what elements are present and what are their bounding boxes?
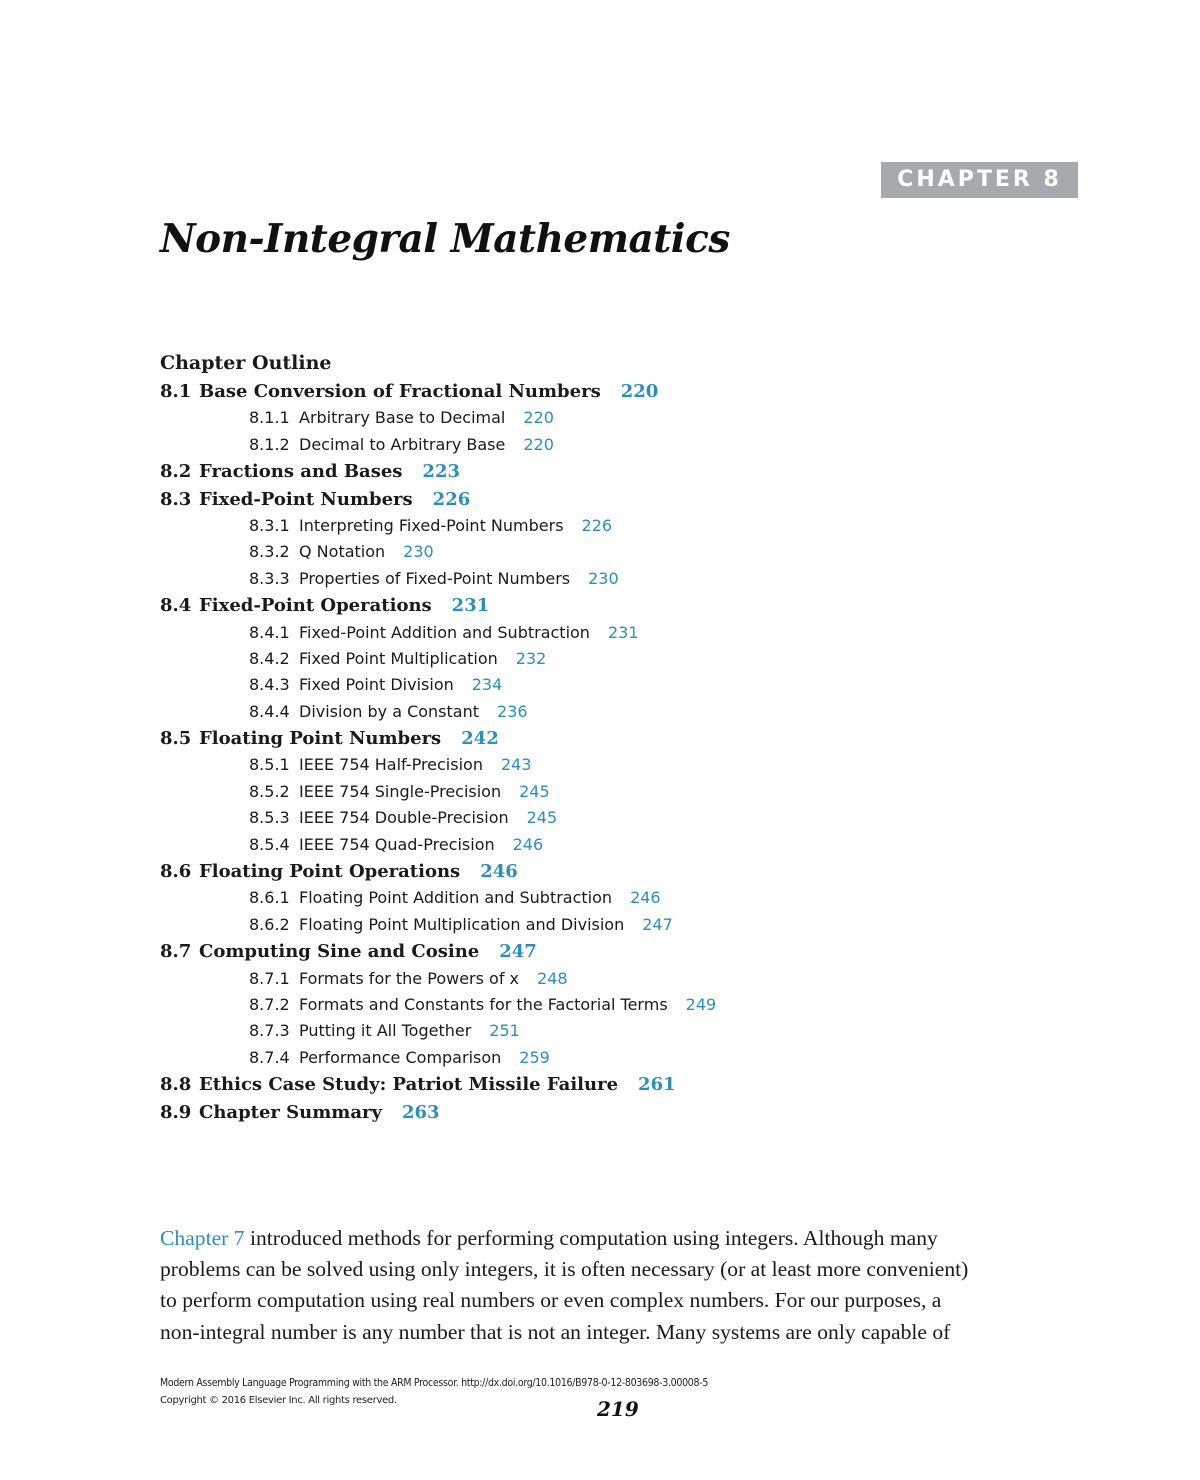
toc-section-entry[interactable]: [160, 458, 716, 485]
toc-entry-page[interactable]: 246: [630, 888, 661, 908]
toc-entry-page[interactable]: 249: [685, 994, 717, 1014]
toc-subsection-entry[interactable]: [160, 992, 716, 1018]
toc-entry-title: Fixed Point Multiplication: [299, 648, 498, 668]
toc-entry-title: Q Notation: [299, 542, 386, 562]
toc-section-entry[interactable]: [160, 1099, 716, 1126]
toc-entry-number: 8.4: [160, 595, 192, 617]
toc-entry-title: Formats and Constants for the Factorial Terms: [299, 994, 668, 1014]
toc-entry-title: Chapter Summary: [199, 1101, 382, 1123]
toc-section-entry[interactable]: [160, 486, 716, 513]
chapter-title: Non-Integral Mathematics: [160, 216, 730, 262]
toc-subsection-entry[interactable]: [160, 1018, 716, 1044]
toc-entry-number: 8.6: [160, 861, 192, 883]
toc-entry-page[interactable]: 247: [499, 941, 537, 963]
toc-entry-page[interactable]: 246: [480, 861, 518, 883]
toc-entry-number: 8.4.3: [249, 675, 290, 695]
toc-entry-page[interactable]: 230: [588, 568, 619, 588]
toc-entry-number: 8.7.4: [249, 1047, 290, 1067]
toc-entry-number: 8.7.1: [249, 968, 290, 988]
toc-entry-title: Fixed-Point Numbers: [199, 488, 413, 510]
toc-entry-number: 8.5.1: [249, 755, 290, 775]
toc-section-entry[interactable]: [160, 592, 716, 619]
toc-entry-page[interactable]: 226: [581, 515, 613, 535]
toc-section-entry[interactable]: [160, 378, 716, 405]
toc-subsection-entry[interactable]: [160, 805, 716, 831]
toc-subsection-entry[interactable]: [160, 752, 716, 778]
toc-entry-title: Formats for the Powers of x: [299, 968, 520, 988]
toc-entry-page[interactable]: 251: [489, 1021, 520, 1041]
footer-copyright: Copyright © 2016 Elsevier Inc. All rights reserved.: [160, 1395, 397, 1406]
toc-subsection-entry[interactable]: [160, 539, 716, 565]
toc-entry-title: Division by a Constant: [299, 701, 480, 721]
toc-entry-title: Fixed Point Division: [299, 675, 454, 695]
toc-entry-number: 8.3.1: [249, 515, 290, 535]
toc-entry-title: Base Conversion of Fractional Numbers: [199, 381, 601, 402]
toc-entry-page[interactable]: 242: [461, 728, 499, 750]
toc-entry-page[interactable]: 231: [451, 595, 490, 617]
toc-section-entry[interactable]: [160, 938, 716, 965]
toc-entry-page[interactable]: 261: [638, 1074, 676, 1096]
toc-subsection-entry[interactable]: [160, 885, 716, 911]
body-line: Chapter 7 introduced methods for performing computation using integers. Although many: [160, 1226, 938, 1250]
toc-entry-title: Fixed-Point Operations: [199, 595, 432, 617]
body-paragraph: [160, 1223, 1080, 1348]
toc-entry-title: IEEE 754 Quad-Precision: [299, 834, 495, 854]
toc-section-entry[interactable]: [160, 1071, 716, 1098]
toc-entry-title: Fixed-Point Addition and Subtraction: [299, 622, 590, 642]
toc-subsection-entry[interactable]: [160, 566, 716, 592]
toc-entry-page[interactable]: 245: [526, 808, 558, 828]
toc-subsection-entry[interactable]: [160, 432, 716, 458]
footer-source: Modern Assembly Language Programming with the ARM Processor. http://dx.doi.org/10.1016/B978-0-12-803698-3.00008-5: [160, 1377, 709, 1389]
toc-entry-page[interactable]: 259: [519, 1047, 550, 1067]
toc-entry-page[interactable]: 243: [500, 755, 532, 775]
toc-entry-number: 8.4.2: [249, 648, 290, 668]
toc-entry-number: 8.6.1: [249, 888, 290, 908]
toc-entry-title: Floating Point Multiplication and Division: [299, 914, 625, 934]
toc-entry-title: Floating Point Addition and Subtraction: [299, 888, 613, 908]
toc-section-entry[interactable]: [160, 725, 716, 752]
toc-entry-page[interactable]: 263: [401, 1101, 440, 1123]
toc-entry-title: Fractions and Bases: [199, 461, 403, 483]
toc-subsection-entry[interactable]: [160, 620, 716, 646]
toc-entry-number: 8.1.2: [249, 434, 290, 454]
toc-entry-title: Decimal to Arbitrary Base: [299, 434, 506, 454]
toc-entry-title: IEEE 754 Single-Precision: [299, 781, 502, 801]
toc-subsection-entry[interactable]: [160, 699, 716, 725]
toc-entry-title: Floating Point Operations: [199, 861, 461, 883]
toc-subsection-entry[interactable]: [160, 966, 716, 992]
toc-entry-title: Arbitrary Base to Decimal: [299, 408, 506, 428]
outline-heading: Chapter Outline: [160, 352, 332, 374]
toc-entry-title: Floating Point Numbers: [199, 728, 442, 750]
toc-entry-number: 8.6.2: [249, 914, 290, 934]
toc-entry-number: 8.1: [160, 381, 192, 402]
toc-subsection-entry[interactable]: [160, 646, 716, 672]
toc-entry-title: Ethics Case Study: Patriot Missile Failure: [199, 1074, 619, 1096]
toc-entry-number: 8.5: [160, 728, 192, 750]
toc-entry-number: 8.2: [160, 461, 192, 483]
toc-entry-page[interactable]: 246: [512, 834, 544, 854]
chapter-7-link[interactable]: Chapter 7: [160, 1226, 245, 1250]
toc-entry-page[interactable]: 248: [537, 968, 568, 988]
toc-entry-number: 8.8: [160, 1074, 192, 1096]
toc-entry-title: Computing Sine and Cosine: [199, 941, 480, 963]
toc-entry-page[interactable]: 232: [515, 648, 547, 668]
toc-entry-title: Interpreting Fixed-Point Numbers: [299, 515, 564, 535]
toc-subsection-entry[interactable]: [160, 912, 716, 938]
toc-entry-number: 8.7: [160, 941, 192, 963]
toc-subsection-entry[interactable]: [160, 779, 716, 805]
toc-entry-page[interactable]: 223: [422, 461, 460, 483]
toc-entry-number: 8.3.3: [249, 568, 290, 588]
toc-entry-number: 8.9: [160, 1101, 192, 1123]
toc-entry-page[interactable]: 236: [497, 701, 528, 721]
toc-entry-page[interactable]: 220: [523, 434, 554, 454]
chapter-outline: [160, 349, 716, 1126]
toc-subsection-entry[interactable]: [160, 1045, 716, 1071]
body-line: problems can be solved using only integers, it is often necessary (or at least more convenient): [160, 1257, 969, 1282]
toc-subsection-entry[interactable]: [160, 513, 716, 539]
toc-entry-page[interactable]: 220: [523, 408, 554, 428]
body-line: to perform computation using real numbers or even complex numbers. For our purposes, a: [160, 1288, 942, 1313]
page-number: 219: [597, 1397, 639, 1421]
toc-entry-number: 8.4.4: [249, 701, 290, 721]
toc-entry-page[interactable]: 226: [432, 488, 471, 510]
toc-entry-title: IEEE 754 Double-Precision: [299, 808, 509, 828]
toc-entry-title: Putting it All Together: [299, 1021, 472, 1041]
toc-entry-page[interactable]: 220: [620, 381, 659, 402]
toc-entry-number: 8.5.2: [249, 781, 290, 801]
toc-entry-number: 8.7.2: [249, 994, 290, 1014]
toc-entry-number: 8.7.3: [249, 1021, 290, 1041]
toc-subsection-entry[interactable]: [160, 832, 716, 858]
toc-entry-page[interactable]: 234: [471, 675, 503, 695]
toc-entry-number: 8.5.4: [249, 834, 290, 854]
toc-entry-page[interactable]: 231: [607, 622, 639, 642]
toc-entry-title: Performance Comparison: [299, 1047, 502, 1067]
toc-entry-number: 8.4.1: [249, 622, 290, 642]
toc-section-entry[interactable]: [160, 858, 716, 885]
toc-list: [160, 378, 716, 1126]
toc-subsection-entry[interactable]: [160, 405, 716, 431]
toc-entry-page[interactable]: 245: [519, 781, 550, 801]
toc-entry-title: IEEE 754 Half-Precision: [299, 755, 483, 775]
toc-entry-number: 8.5.3: [249, 808, 290, 828]
toc-entry-number: 8.1.1: [249, 408, 290, 428]
toc-subsection-entry[interactable]: [160, 672, 716, 698]
body-line: non-integral number is any number that is not an integer. Many systems are only capable of: [160, 1319, 951, 1344]
toc-entry-title: Properties of Fixed-Point Numbers: [299, 568, 571, 588]
toc-entry-number: 8.3: [160, 488, 192, 510]
toc-entry-number: 8.3.2: [249, 542, 290, 562]
chapter-label: CHAPTER 8: [881, 162, 1078, 198]
toc-entry-page[interactable]: 230: [403, 542, 434, 562]
toc-entry-page[interactable]: 247: [642, 914, 673, 934]
